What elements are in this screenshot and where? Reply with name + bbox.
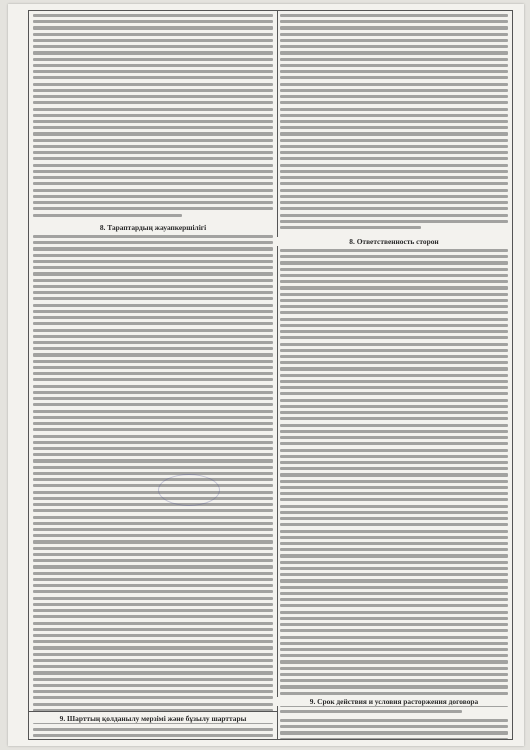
section-9-title-russian: 9. Срок действия и условия расторжения договора [276,697,512,706]
section-8-title-kazakh: 8. Тараптардың жауапкершілігі [29,223,277,232]
text-block-right-section-8 [280,249,508,717]
section-8-title-russian: 8. Ответственность сторон [276,237,512,246]
section-9-title-kazakh: 9. Шарттың қолданылу мерзімі және бұзылу шарттары [29,714,277,723]
document-page [8,4,524,746]
kazakh-column [28,10,278,740]
signature-mark [158,474,220,506]
russian-column [276,10,513,740]
text-block-left-section-8 [33,235,273,740]
text-block-right-top [280,14,508,232]
text-block-left-top [33,14,273,220]
text-block-right-section-9 [280,719,508,740]
